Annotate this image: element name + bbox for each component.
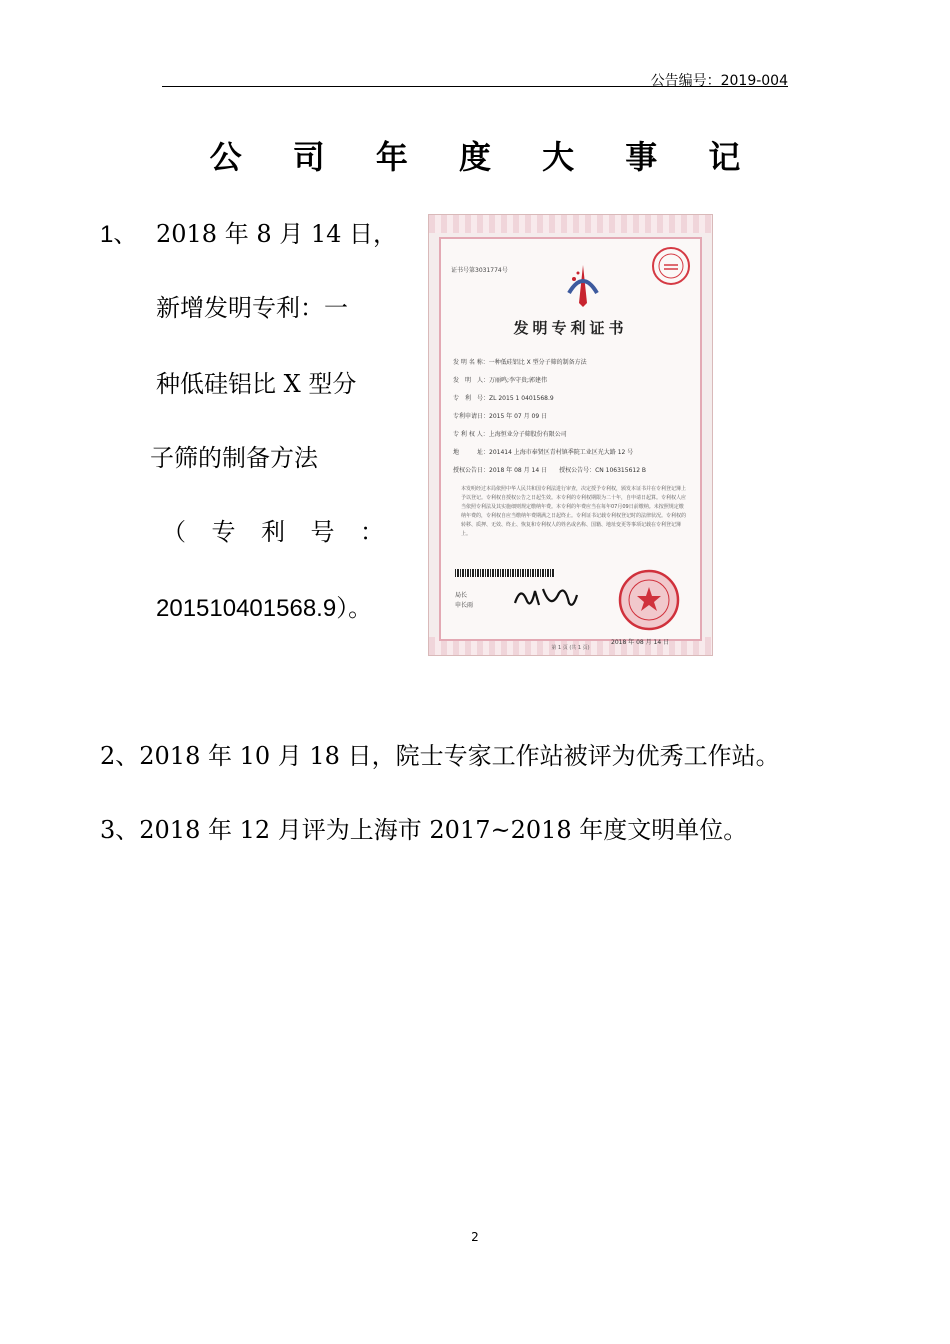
label-colon: ： bbox=[360, 518, 384, 546]
red-stamp-icon bbox=[650, 245, 692, 287]
label-char-3: 号 bbox=[310, 518, 335, 546]
certificate-body bbox=[439, 237, 702, 646]
notice-number: 公告编号：2019-004 bbox=[650, 73, 788, 89]
patent-certificate-image bbox=[428, 214, 713, 656]
seal-date: 2018 年 08 月 14 日 bbox=[611, 639, 670, 646]
signer-label: 局长 申长雨 bbox=[455, 592, 474, 609]
item-1-line-2: 新增发明专利：一 bbox=[156, 294, 348, 322]
barcode bbox=[455, 569, 555, 577]
item-1-patent-label bbox=[162, 512, 384, 547]
item-1-line-3: 种低硅铝比 X 型分 bbox=[156, 370, 357, 398]
page-number: 2 bbox=[471, 1230, 479, 1244]
certificate-border-top bbox=[429, 215, 712, 233]
item-2: 2、2018 年 10 月 18 日，院士专家工作站被评为优秀工作站。 bbox=[100, 742, 780, 770]
certificate-text: 本发明经过本局依照中华人民共和国专利法进行审查，决定授予专利权，颁发本证书并在专利登记簿上予以登记。专利权自授权公告之日起生效。本专利的专利权期限为二十年，自申请日起算。专利权人应当依照专利法及其实施细则规定缴纳年费。本专利的年费应当在每年07月09日前缴纳。未按照规定缴纳年费的，专利权自应当缴纳年费期满之日起终止。专利证书记载专利权登记时的法律状况。专利权的转移、质押、无效、终止、恢复和专利权人的姓名或名称、国籍、地址变更等事项记载在专利登记簿上。 bbox=[461, 486, 687, 537]
certificate-page-label: 第 1 页 (共 1 页) bbox=[551, 645, 590, 651]
item-1-line-1: 2018 年 8 月 14 日， bbox=[156, 220, 398, 248]
item-1-patent-number: 201510401568.9）。 bbox=[156, 595, 373, 622]
page-title: 公 司 年 度 大 事 记 bbox=[209, 138, 761, 176]
cert-field-holder: 专 利 权 人：上海恒业分子筛股份有限公司 bbox=[453, 431, 567, 438]
signature-icon bbox=[511, 583, 581, 613]
certificate-number: 证书号第3031774号 bbox=[451, 267, 508, 274]
cert-field-grant: 授权公告日：2018 年 08 月 14 日 授权公告号：CN 106315612 B bbox=[453, 467, 647, 474]
cert-field-inventors: 发 明 人：万丽鸣;李守贵;郭建伟 bbox=[453, 377, 548, 384]
cert-field-address: 地 址：201414 上海市奉贤区青村镇季院工业区光大路 12 号 bbox=[453, 449, 634, 456]
cert-field-filing-date: 专利申请日：2015 年 07 月 09 日 bbox=[453, 413, 548, 420]
header-divider bbox=[162, 86, 788, 87]
item-3: 3、2018 年 12 月评为上海市 2017~2018 年度文明单位。 bbox=[100, 816, 748, 844]
label-char-1: 专 bbox=[211, 518, 236, 546]
cert-field-patent-no: 专 利 号：ZL 2015 1 0401568.9 bbox=[453, 395, 554, 402]
item-1-line-4: 子筛的制备方法 bbox=[150, 444, 318, 472]
paren-open: （ bbox=[162, 518, 186, 546]
patent-office-logo-icon bbox=[565, 263, 601, 309]
national-seal-icon bbox=[618, 569, 680, 631]
label-char-2: 利 bbox=[261, 518, 285, 546]
cert-field-name: 发 明 名 称：一种低硅铝比 X 型分子筛的制备方法 bbox=[453, 359, 587, 366]
certificate-title: 发明专利证书 bbox=[513, 319, 628, 337]
item-1-index: 1、 bbox=[100, 221, 138, 248]
